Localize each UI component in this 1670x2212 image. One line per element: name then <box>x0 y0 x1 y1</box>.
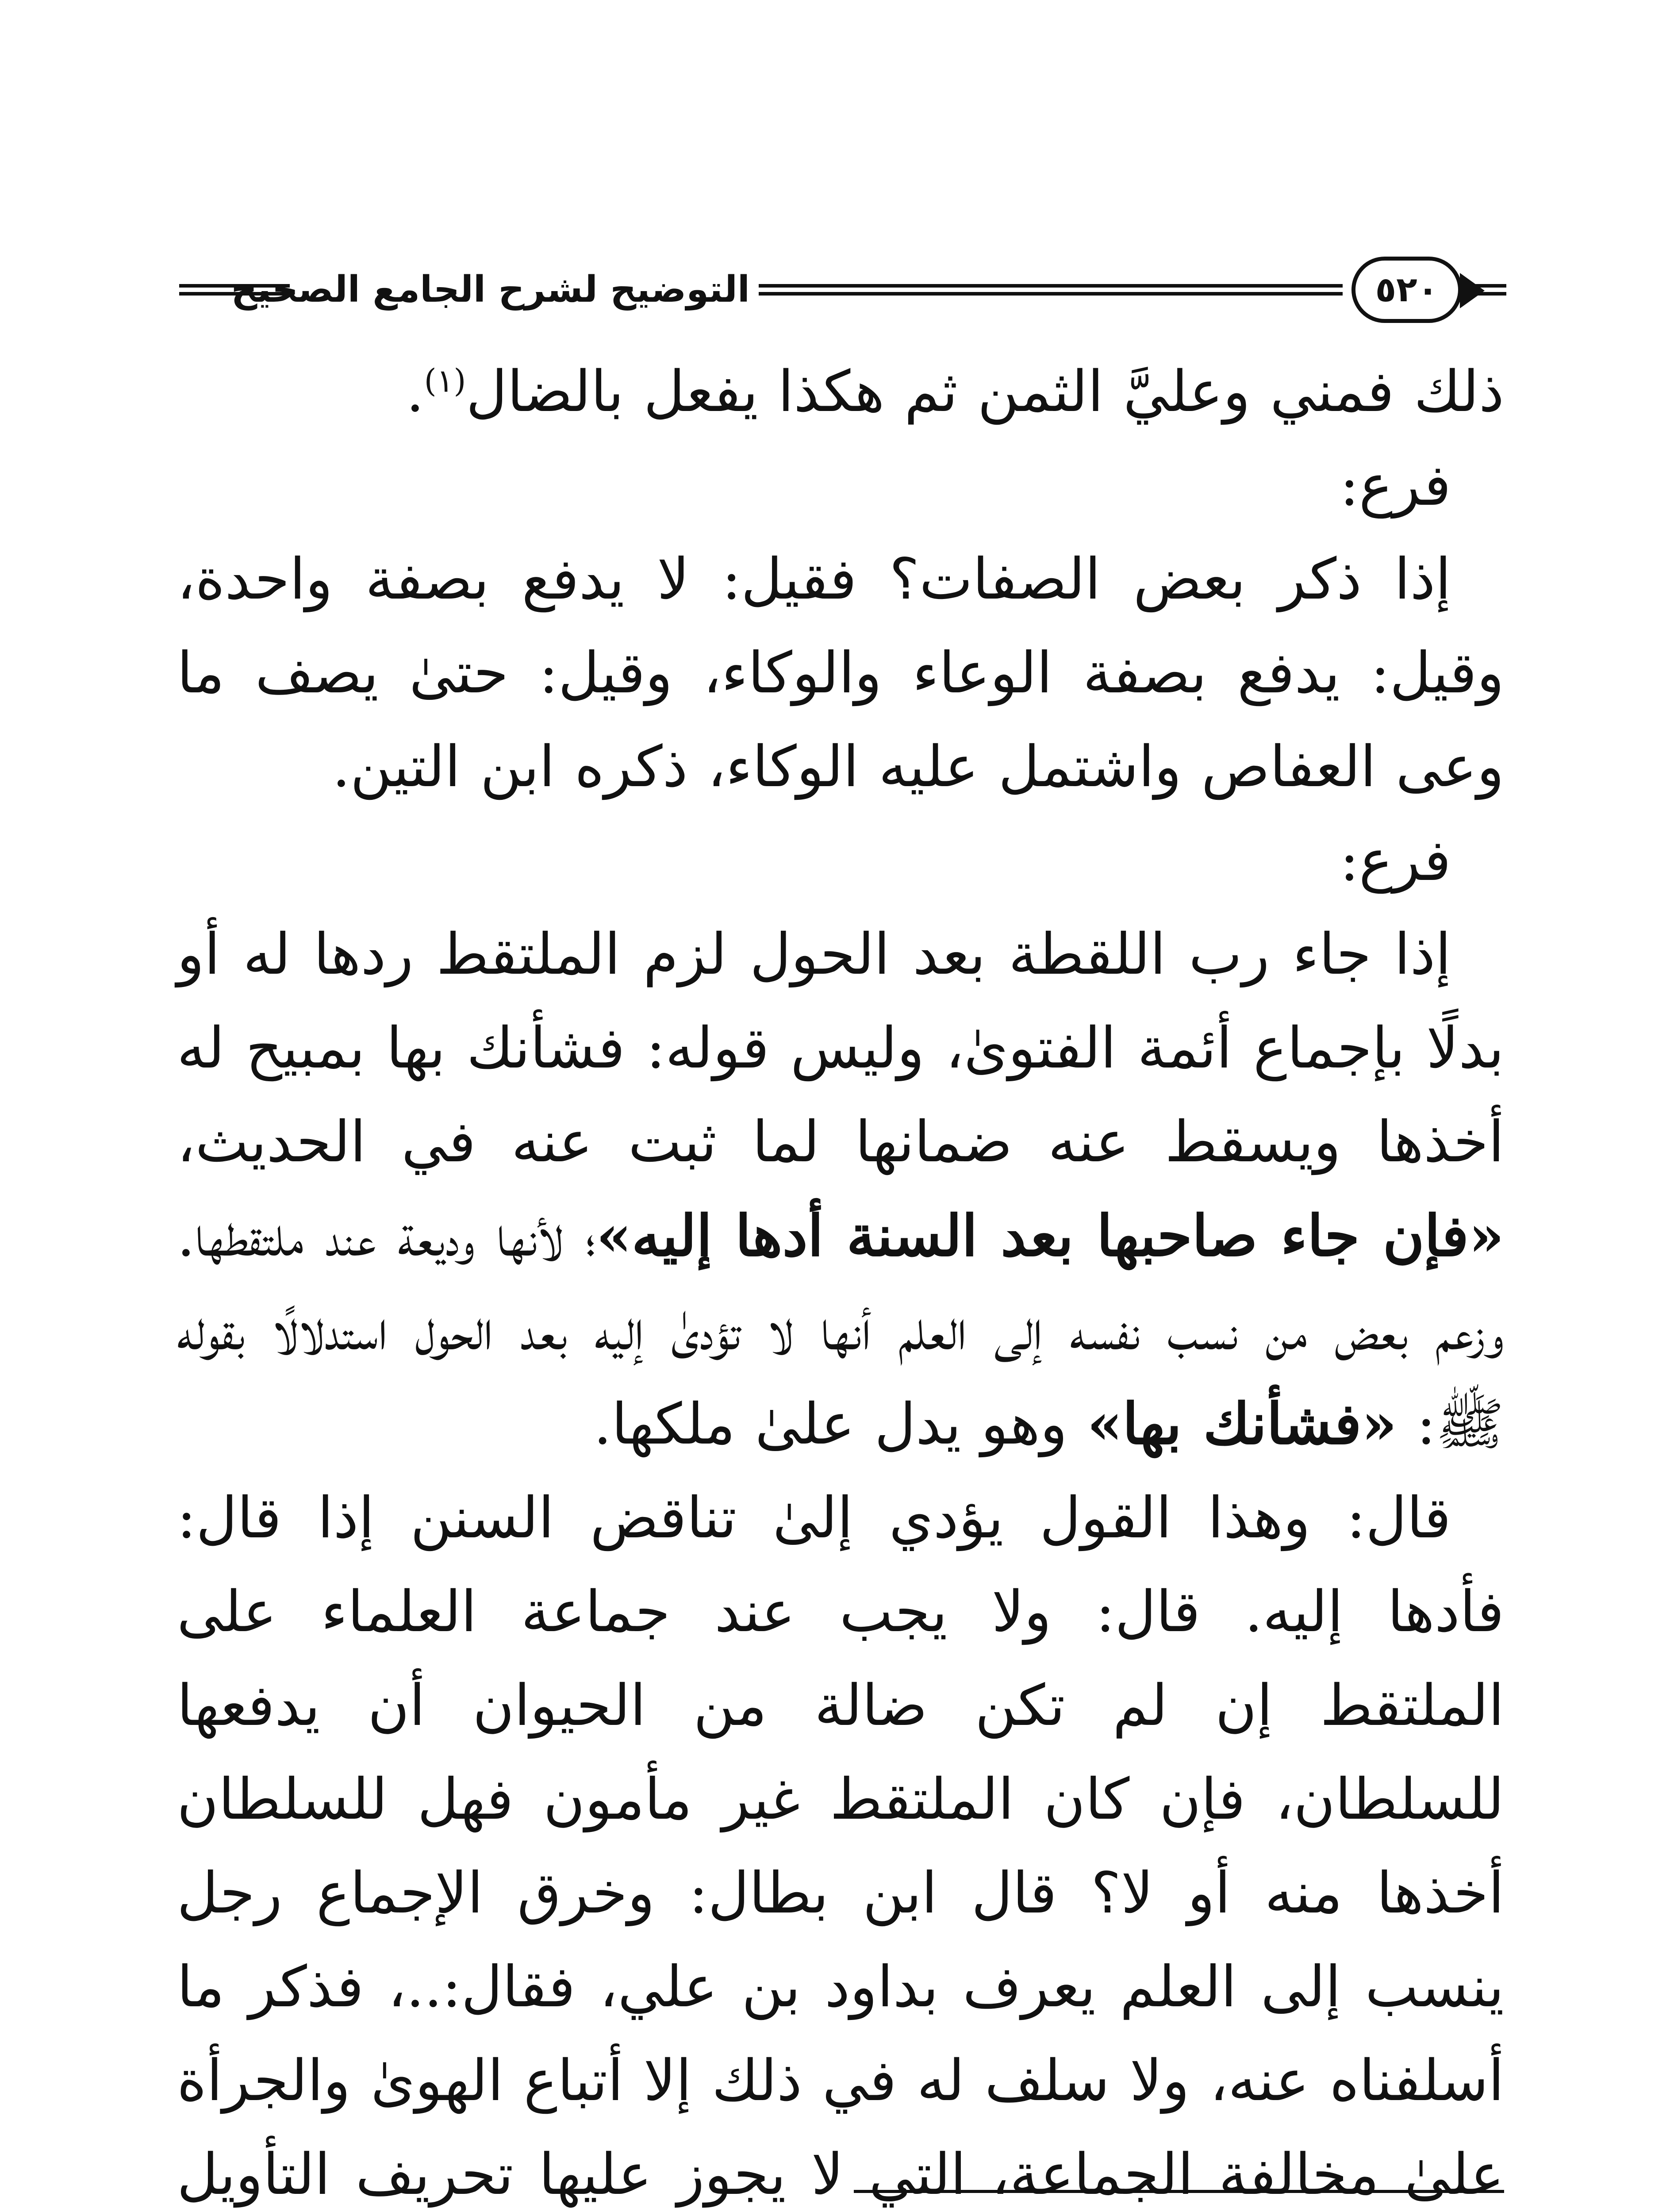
paragraph-3 <box>177 908 1504 1471</box>
footnote-ref-1[interactable]: (١) <box>424 362 466 399</box>
paragraph-1 <box>177 345 1504 439</box>
paragraph-3-text-a: إذا جاء رب اللقطة بعد الحول لزم الملتقط ردها له أو بدلًا بإجماع أئمة الفتوىٰ، وليس قوله: فشأنك بها بمبيح له أخذها ويسقط عنه ضمانها لما ثبت عنه في الحديث، <box>177 922 1505 1175</box>
paragraph-1-end: . <box>406 359 424 425</box>
hadith-quote-2: «فشأنك بها» <box>1087 1391 1397 1457</box>
paragraph-2: إذا ذكر بعض الصفات؟ فقيل: لا يدفع بصفة واحدة، وقيل: يدفع بصفة الوعاء والوكاء، وقيل: حتىٰ يصف ما وعى العفاص واشتمل عليه الوكاء، ذكره ابن التين. <box>177 546 1504 800</box>
paragraph-3-text-c: وهو يدل علىٰ ملكها. <box>593 1391 1087 1457</box>
section-heading-far-1: فرع: <box>1340 453 1451 518</box>
header-rule-right <box>1464 284 1506 296</box>
section-heading-far-2: فرع: <box>1340 828 1451 894</box>
running-title: التوضيح لشرح الجامع الصحيح <box>231 269 750 311</box>
footnote-separator <box>854 2190 1504 2193</box>
paragraph-4 <box>177 1471 1504 2212</box>
paragraph-1-text: ذلك فمني وعليَّ الثمن ثم هكذا يفعل بالضال <box>466 359 1504 425</box>
paragraph-3-text-b: ؛ لأنها وديعة عند ملتقطها. وزعم بعض من نسب نفسه إلى العلم أنها لا تؤدىٰ إليه بعد الحول استدلالًا بقوله ﷺ: <box>177 1203 1504 1457</box>
main-text <box>177 345 1504 2212</box>
page-number-badge: ٥٢٠ <box>1351 257 1462 323</box>
header-rule-middle <box>759 284 1343 296</box>
running-header <box>179 248 1506 332</box>
hadith-quote-1: «فإن جاء صاحبها بعد السنة أدها إليه» <box>596 1203 1505 1269</box>
paragraph-4-text: قال: وهذا القول يؤدي إلىٰ تناقض السنن إذا قال: فأدها إليه. قال: ولا يجب عند جماعة العلماء على الملتقط إن لم تكن ضالة من الحيوان أن يدفعها للسلطان، فإن كان الملتقط غير مأمون فهل للسلطان أخذها منه أو لا؟ قال ابن بطال: وخرق الإجماع رجل ينسب إلى العلم يعرف بداود بن علي، فقال:..، فذكر ما أسلفناه عنه، ولا سلف له في ذلك إلا أتباع الهوىٰ والجرأة علىٰ مخالفة الجماعة، التي لا يجوز عليها تحريف التأويل <box>177 1485 1505 2208</box>
